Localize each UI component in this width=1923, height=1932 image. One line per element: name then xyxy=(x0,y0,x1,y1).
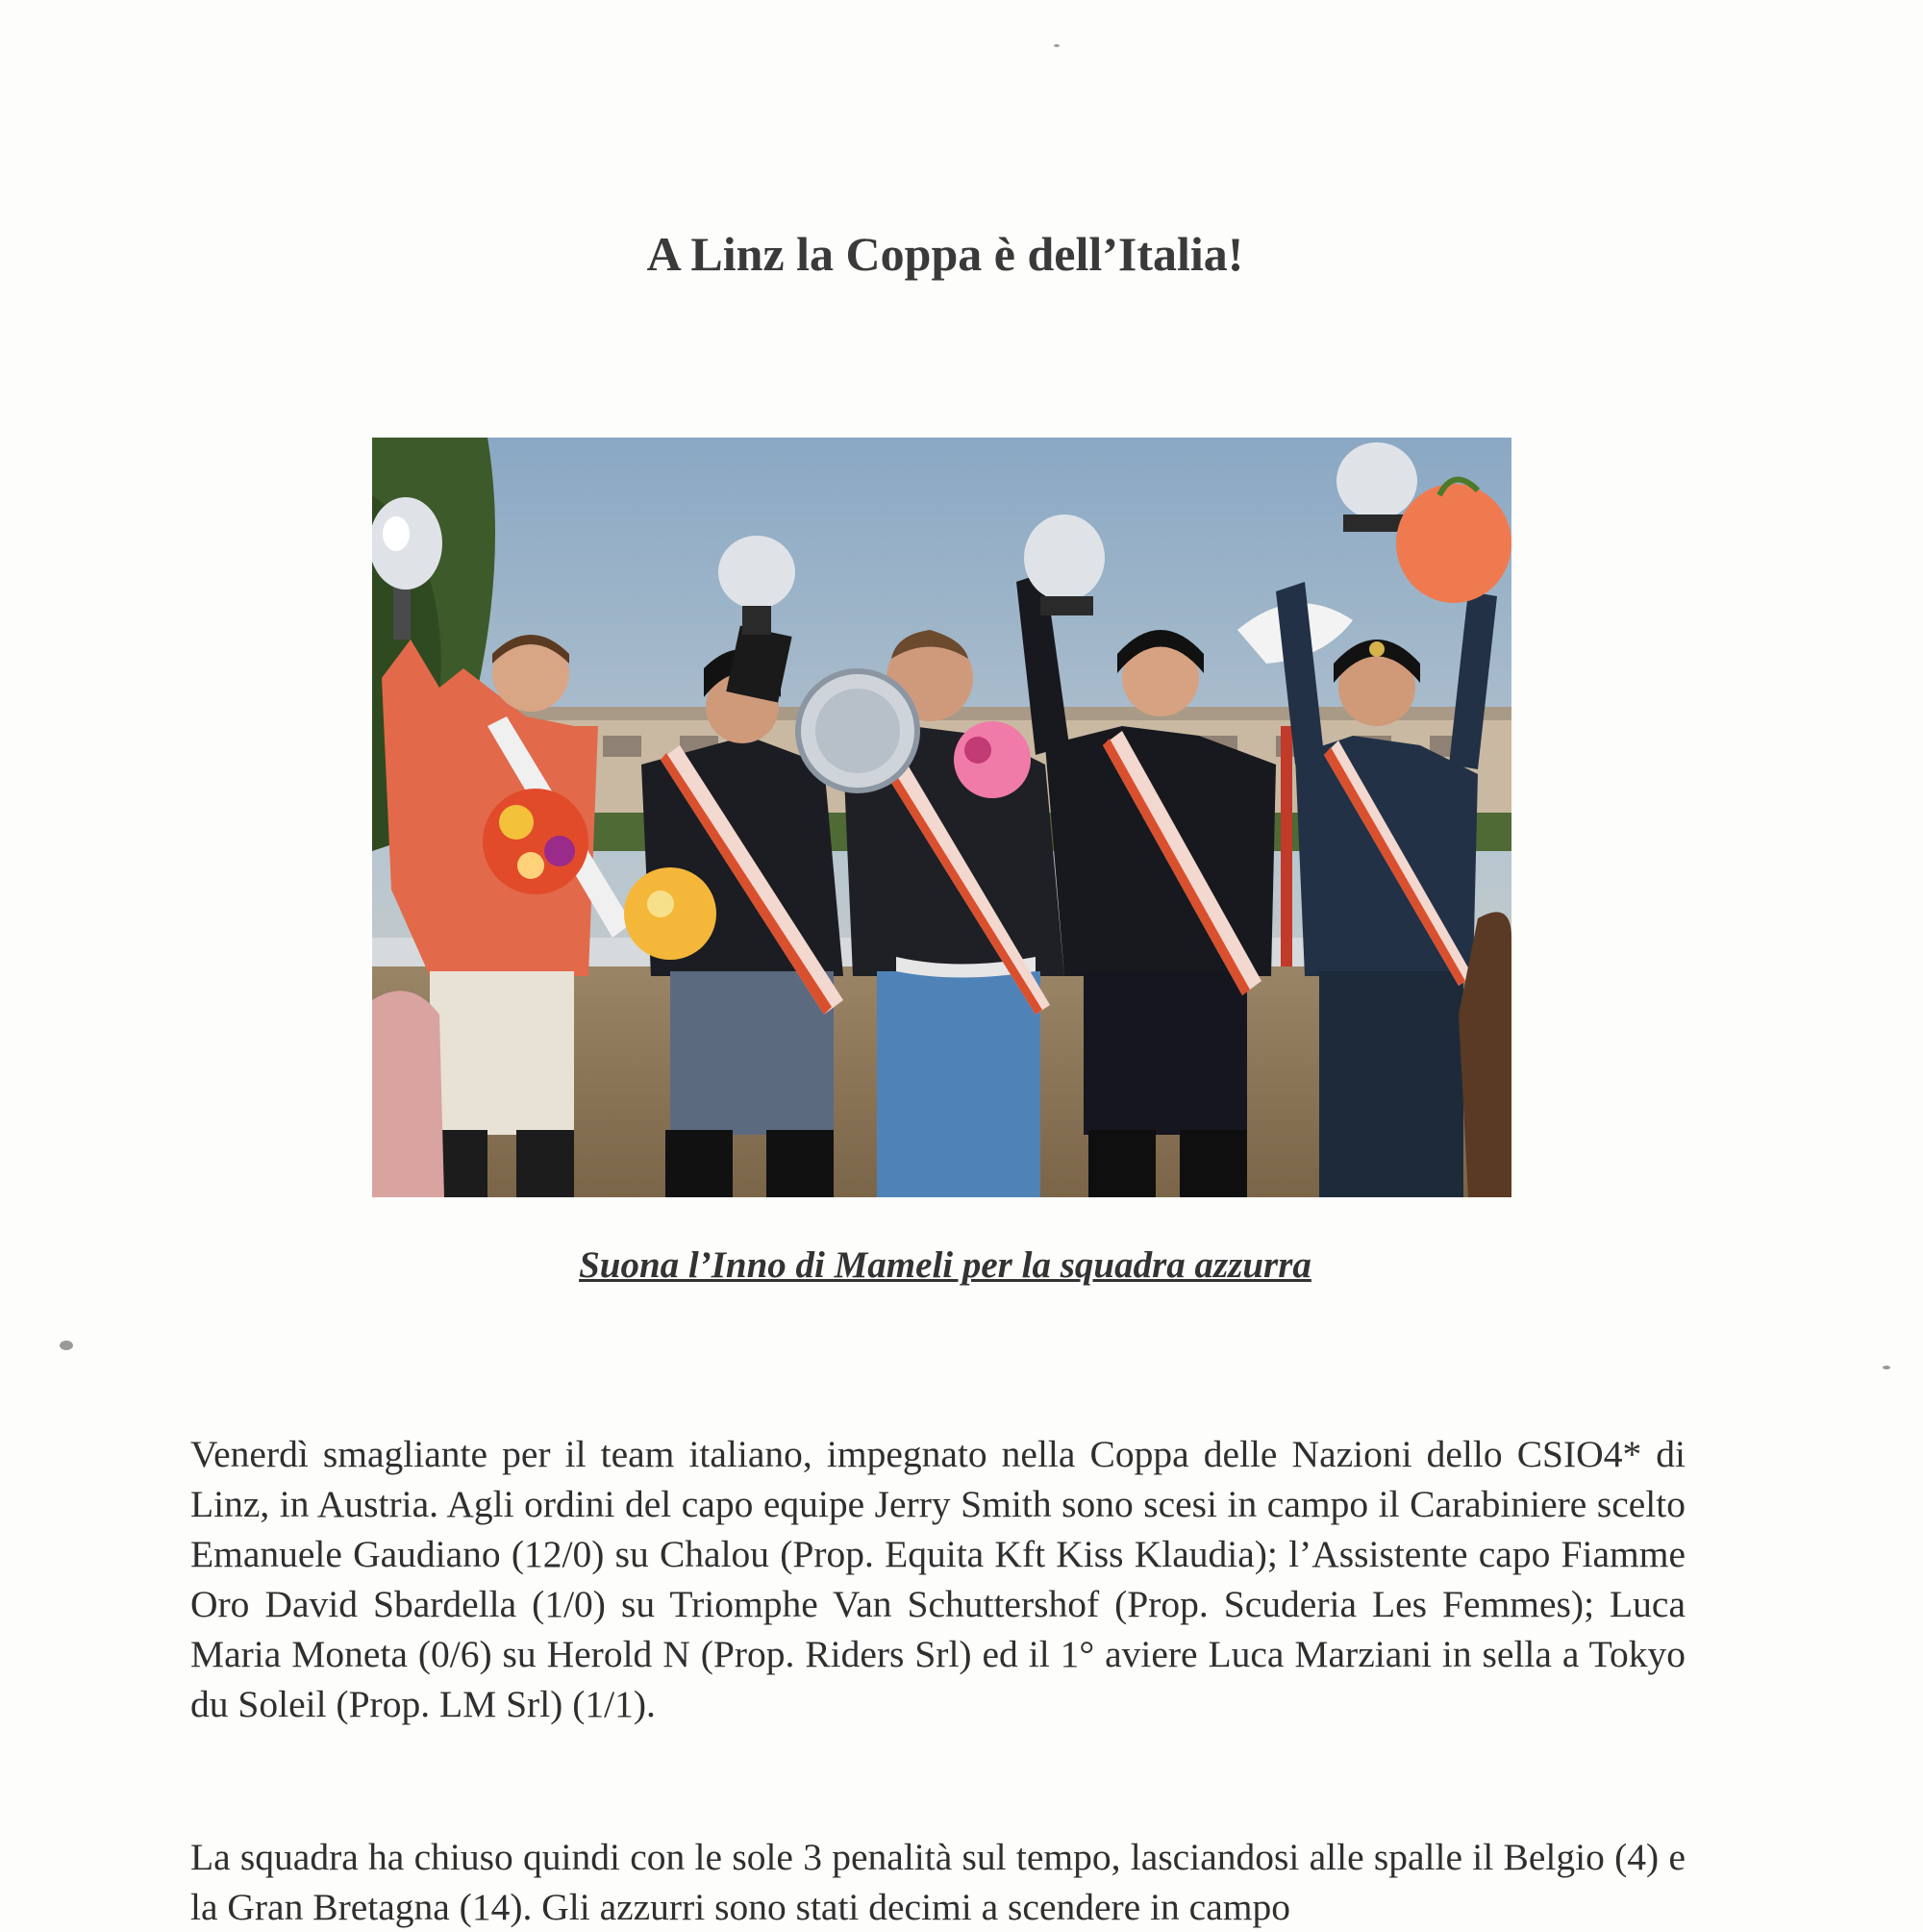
article-paragraph-2: La squadra ha chiuso quindi con le sole 3 penalità sul tempo, lasciandosi alle spalle il Belgio (4) e la Gran Bretagna (14). Gli azzurri sono stati decimi a scendere in campo xyxy=(190,1836,1686,1928)
team-podium-photo xyxy=(372,438,1511,1197)
scan-speck xyxy=(1054,44,1060,47)
article-paragraph-1: Venerdì smagliante per il team italiano, impegnato nella Coppa delle Nazioni dello CSIO4* di Linz, in Austria. Agli ordini del capo equipe Jerry Smith sono scesi in campo il Carabiniere scelto Emanuele Gaudiano (12/0) su Chalou (Prop. Equita Kft Kiss Klaudia); l’Assistente capo Fiamme Oro David Sbardella (1/0) su Triomphe Van Schuttershof (Prop. Scuderia Les Femmes); Luca Maria Moneta (0/6) su Herold N (Prop. Riders Srl) ed il 1° aviere Luca Marziani in sella a Tokyo du Soleil (Prop. LM Srl) (1/1). xyxy=(190,1433,1686,1725)
photo-caption: Suona l’Inno di Mameli per la squadra azzurra xyxy=(579,1244,1311,1286)
article-title: A Linz la Coppa è dell’Italia! xyxy=(646,227,1244,281)
scan-speck xyxy=(60,1341,73,1350)
scan-speck xyxy=(1883,1366,1890,1369)
